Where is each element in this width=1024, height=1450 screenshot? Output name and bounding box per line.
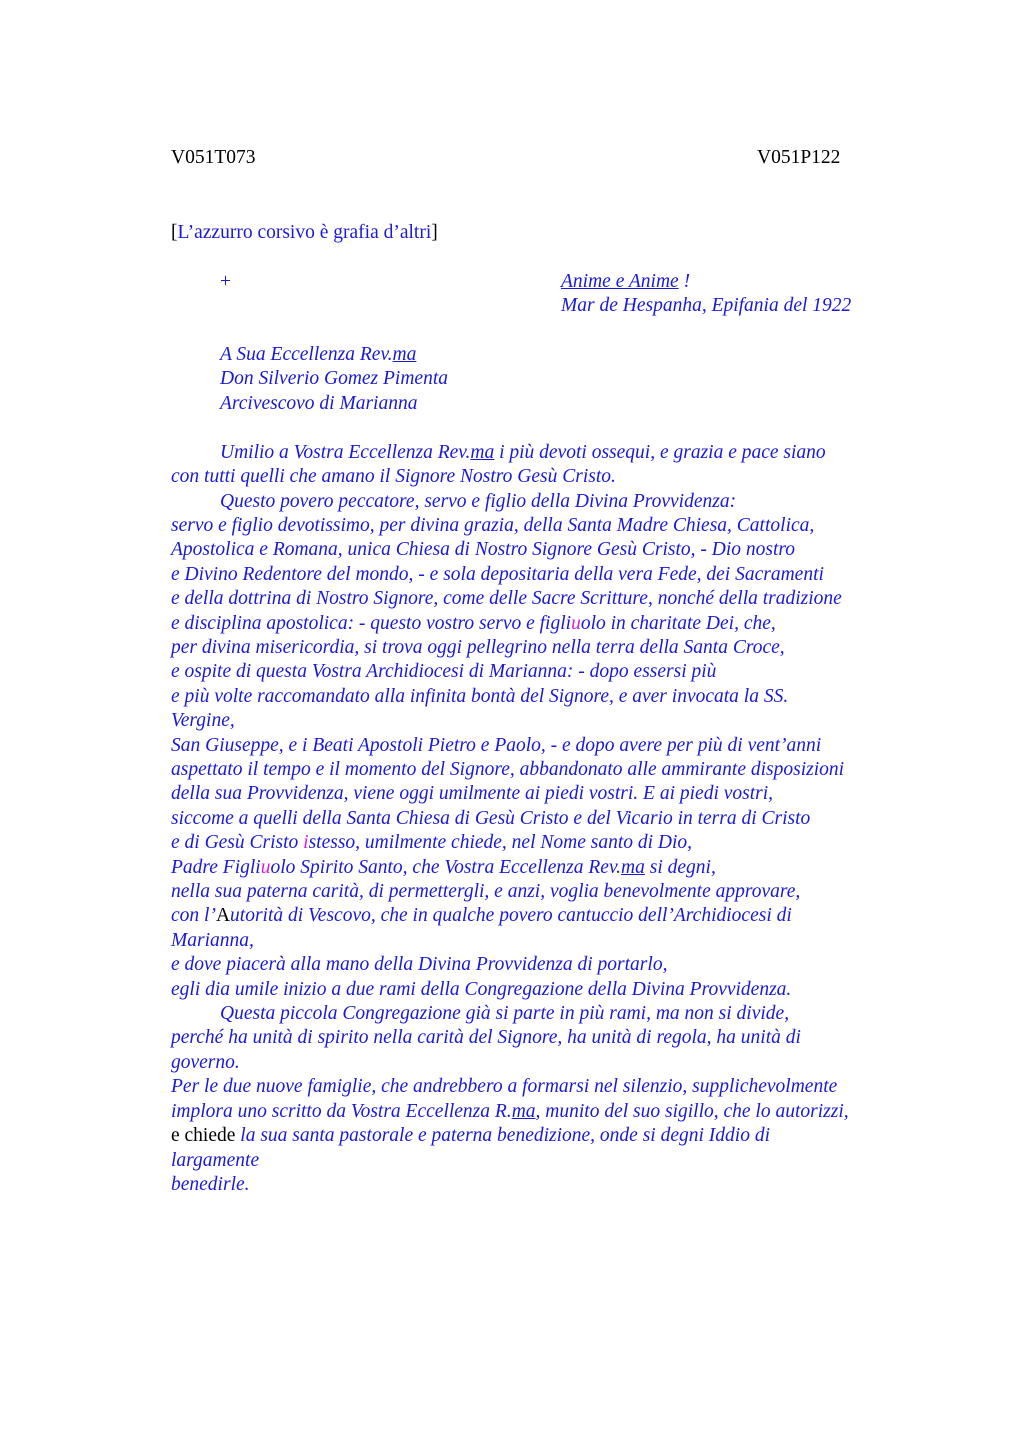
body-line: largamente (171, 1150, 260, 1171)
original-hand-text: e chiede (171, 1125, 236, 1146)
body-line (171, 905, 792, 927)
text-run: Umilio a Vostra Eccellenza Rev. (220, 442, 471, 463)
body-line: San Giuseppe, e i Beati Apostoli Pietro e Paolo, - e dopo avere per più di vent’anni (171, 735, 822, 756)
address-prefix: A Sua Eccellenza Rev. (220, 344, 393, 365)
body-line (171, 832, 692, 854)
place-date: Mar de Hespanha, Epifania del 1922 (561, 295, 852, 316)
editorial-note (171, 222, 438, 244)
text-run: Padre Figli (171, 857, 261, 878)
text-run: e di Gesù Cristo (171, 832, 304, 853)
body-line: perché ha unità di spirito nella carità del Signore, ha unità di regola, ha unità di (171, 1027, 801, 1048)
address-line-1 (220, 344, 416, 366)
body-line: siccome a quelli della Santa Chiesa di Gesù Cristo e del Vicario in terra di Cristo (171, 808, 811, 829)
original-hand-letter: A (215, 905, 231, 926)
text-run: , munito del suo sigillo, che lo autorizzi, (535, 1101, 849, 1122)
body-line: Vergine, (171, 710, 235, 731)
body-line: governo. (171, 1052, 240, 1073)
body-line: per divina misericordia, si trova oggi pellegrino nella terra della Santa Croce, (171, 637, 785, 658)
body-line: Marianna, (171, 930, 254, 951)
body-line (171, 1125, 770, 1147)
document-code-right: V051P122 (757, 147, 841, 168)
text-run: olo Spirito Santo, che Vostra Eccellenza Rev. (270, 857, 622, 878)
body-line: servo e figlio devotissimo, per divina grazia, della Santa Madre Chiesa, Cattolica, (171, 515, 815, 536)
body-line: Questa piccola Congregazione già si parte in più rami, ma non si divide, (220, 1003, 790, 1024)
document-code-left: V051T073 (171, 147, 256, 168)
note-bracket-open: [ (171, 222, 178, 243)
note-bracket-close: ] (431, 222, 438, 243)
correction-letter: u (571, 613, 581, 634)
text-run: stesso, umilmente chiede, nel Nome santo di Dio, (308, 832, 693, 853)
text-run: con l’ (171, 905, 216, 926)
correction-letter: i (303, 832, 309, 853)
body-line: con tutti quelli che amano il Signore Nostro Gesù Cristo. (171, 466, 616, 487)
address-abbrev: ma (392, 344, 417, 365)
body-line: e della dottrina di Nostro Signore, come delle Sacre Scritture, nonché della tradizione (171, 588, 842, 609)
motto-underlined: Anime e Anime (561, 271, 679, 292)
body-line: benedirle. (171, 1174, 250, 1195)
motto-suffix: ! (678, 271, 691, 292)
address-line-2: Don Silverio Gomez Pimenta (220, 368, 449, 389)
text-run: olo in charitate Dei, che, (580, 613, 776, 634)
body-line: e più volte raccomandato alla infinita bontà del Signore, e aver invocata la SS. (171, 686, 789, 707)
body-line (171, 613, 776, 635)
note-text: L’azzurro corsivo è grafia d’altri (177, 222, 432, 243)
body-line: aspettato il tempo e il momento del Signore, abbandonato alle ammirante disposizioni (171, 759, 845, 780)
text-run: utorità di Vescovo, che in qualche povero cantuccio dell’Archidiocesi di (230, 905, 792, 926)
text-run: i più devoti ossequi, e grazia e pace siano (494, 442, 826, 463)
text-run: si degni, (644, 857, 716, 878)
body-line: e ospite di questa Vostra Archidiocesi di Marianna: - dopo essersi più (171, 661, 717, 682)
body-line (171, 857, 716, 879)
cross-symbol: + (220, 271, 231, 292)
body-line (220, 442, 826, 464)
text-run: la sua santa pastorale e paterna benedizione, onde si degni Iddio di (235, 1125, 770, 1146)
abbrev-ma: ma (470, 442, 495, 463)
body-line: Questo povero peccatore, servo e figlio della Divina Provvidenza: (220, 491, 737, 512)
abbrev-ma: ma (621, 857, 645, 878)
body-line: Per le due nuove famiglie, che andrebbero a formarsi nel silenzio, supplichevolmente (171, 1076, 838, 1097)
address-line-3: Arcivescovo di Marianna (220, 393, 418, 414)
text-run: implora uno scritto da Vostra Eccellenza R. (171, 1101, 512, 1122)
body-line: e Divino Redentore del mondo, - e sola depositaria della vera Fede, dei Sacramenti (171, 564, 824, 585)
body-line: della sua Provvidenza, viene oggi umilmente ai piedi vostri. E ai piedi vostri, (171, 783, 774, 804)
text-run: e disciplina apostolica: - questo vostro servo e figli (171, 613, 572, 634)
motto (561, 271, 690, 293)
body-line (171, 1101, 849, 1123)
correction-letter: u (260, 857, 271, 878)
body-line: e dove piacerà alla mano della Divina Provvidenza di portarlo, (171, 954, 668, 975)
body-line: Apostolica e Romana, unica Chiesa di Nostro Signore Gesù Cristo, - Dio nostro (171, 539, 795, 560)
body-line: nella sua paterna carità, di permettergli, e anzi, voglia benevolmente approvare, (171, 881, 801, 902)
body-line: egli dia umile inizio a due rami della Congregazione della Divina Provvidenza. (171, 979, 792, 1000)
abbrev-ma: ma (511, 1101, 536, 1122)
